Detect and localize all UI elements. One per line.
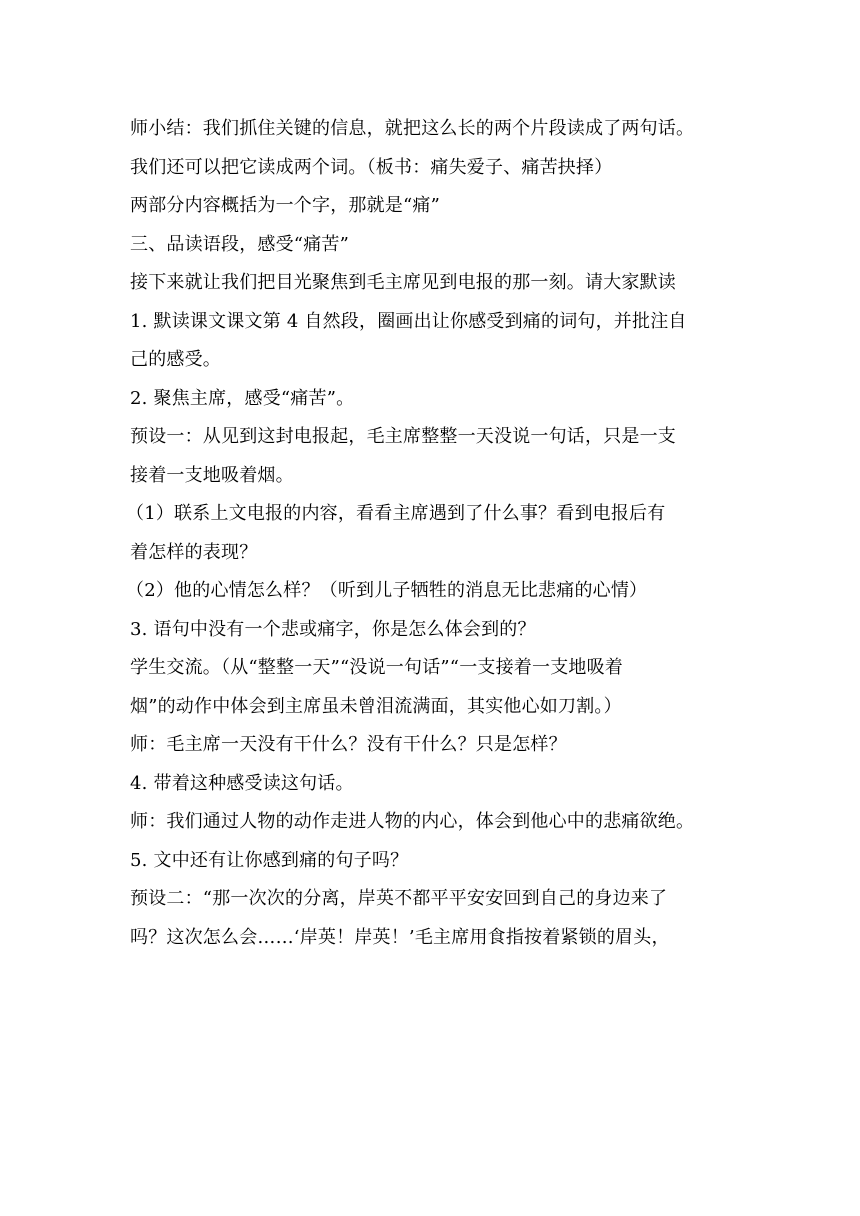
section-heading: 三、品读语段，感受“痛苦” [130, 233, 350, 255]
list-item-line: 1. 默读课文课文第 4 自然段，圈画出让你感受到痛的词句，并批注自 [130, 310, 687, 332]
sub-item-line: （2）他的心情怎么样？（听到儿子牺牲的消息无比悲痛的心情） [126, 580, 648, 601]
sub-item-line: （1）联系上文电报的内容，看看主席遇到了什么事？看到电报后有 [126, 503, 666, 524]
document-body [126, 110, 730, 957]
sub-item-line: 着怎样的表现？ [130, 541, 258, 563]
paragraph-line: 师：毛主席一天没有干什么？没有干什么？只是怎样？ [130, 734, 567, 755]
paragraph-line: 师小结：我们抓住关键的信息，就把这么长的两个片段读成了两句话。 [130, 118, 695, 139]
paragraph-line: 我们还可以把它读成两个词。（板书：痛失爱子、痛苦抉择） [130, 156, 613, 178]
list-item-line: 4. 带着这种感受读这句话。 [130, 772, 354, 794]
paragraph-line: 接下来就让我们把目光聚焦到毛主席见到电报的那一刻。请大家默读 [130, 272, 676, 293]
paragraph-line: 师：我们通过人物的动作走进人物的内心，体会到他心中的悲痛欲绝。 [130, 811, 695, 832]
paragraph-line: 吗？这次怎么会……‘岸英！岸英！’毛主席用食指按着紧锁的眉头， [130, 926, 670, 948]
list-item-line: 5. 文中还有让你感到痛的句子吗？ [130, 849, 409, 871]
list-item-line: 3. 语句中没有一个悲或痛字，你是怎么体会到的？ [130, 618, 536, 640]
paragraph-line: 接着一支地吸着烟。 [130, 464, 294, 486]
list-item-line: 2. 聚焦主席，感受“痛苦”。 [130, 387, 355, 409]
paragraph-line: 烟”的动作中体会到主席虽未曾泪流满面，其实他心如刀割。） [130, 695, 622, 717]
paragraph-line: 两部分内容概括为一个字，那就是“痛” [130, 195, 441, 216]
paragraph-line: 学生交流。（从“整整一天”“没说一句话”“一支接着一支地吸着 [130, 657, 624, 678]
paragraph-line: 预设一：从见到这封电报起，毛主席整整一天没说一句话，只是一支 [130, 426, 676, 447]
paragraph-line: 预设二：“那一次次的分离，岸英不都平平安安回到自己的身边来了 [130, 888, 668, 909]
list-item-line: 己的感受。 [130, 349, 221, 370]
